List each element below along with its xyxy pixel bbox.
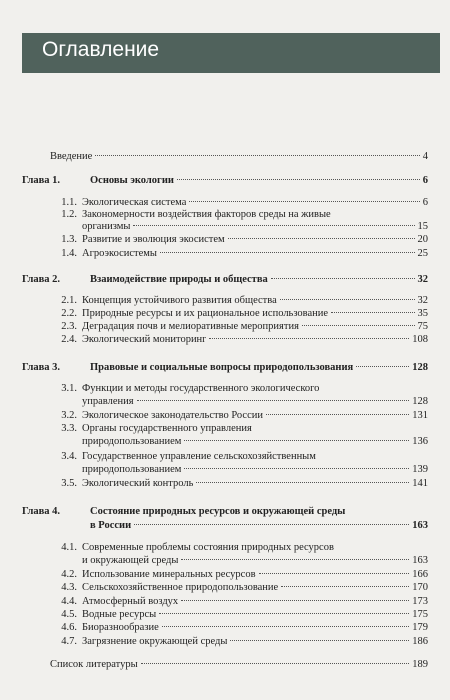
toc-section-3-1[interactable]: 3.1. Функции и методы государственного экологического [61,383,320,394]
toc-header-bar [22,33,440,73]
toc-entry-references[interactable]: Список литературы 189 [50,659,428,670]
toc-section-2-2[interactable]: 2.2. Природные ресурсы и их рациональное использование 35 [61,308,428,319]
dot-leader [160,252,415,253]
toc-section-2-4[interactable]: 2.4. Экологический мониторинг 108 [61,334,428,345]
dot-leader [141,663,410,664]
dot-leader [177,179,420,180]
toc-section-3-4-cont[interactable]: природопользованием 139 [82,464,428,475]
dot-leader [181,600,409,601]
toc-chapter-4-cont[interactable]: в России 163 [90,520,428,531]
dot-leader [280,299,415,300]
dot-leader [159,613,409,614]
toc-section-3-3-cont[interactable]: природопользованием 136 [82,436,428,447]
toc-section-1-1[interactable]: 1.1. Экологическая система 6 [61,197,428,208]
toc-chapter-1[interactable]: Глава 1. Основы экологии 6 [22,175,428,186]
dot-leader [184,468,409,469]
toc-section-2-1[interactable]: 2.1. Концепция устойчивого развития общества 32 [61,295,428,306]
dot-leader [162,626,409,627]
toc-section-3-1-cont[interactable]: управления 128 [82,396,428,407]
dot-leader [209,338,409,339]
toc-section-4-4[interactable]: 4.4. Атмосферный воздух 173 [61,596,428,607]
toc-section-4-1[interactable]: 4.1. Современные проблемы состояния природных ресурсов [61,542,334,553]
toc-entry-intro[interactable]: Введение 4 [50,151,428,162]
toc-section-4-3[interactable]: 4.3. Сельскохозяйственное природопользование 170 [61,582,428,593]
toc-section-4-2[interactable]: 4.2. Использование минеральных ресурсов 166 [61,569,428,580]
dot-leader [137,400,410,401]
toc-section-4-5[interactable]: 4.5. Водные ресурсы 175 [61,609,428,620]
toc-section-1-4[interactable]: 1.4. Агроэкосистемы 25 [61,248,428,259]
toc-section-3-3[interactable]: 3.3. Органы государственного управления [61,423,252,434]
dot-leader [302,325,415,326]
toc-section-1-3[interactable]: 1.3. Развитие и эволюция экосистем 20 [61,234,428,245]
toc-section-4-1-cont[interactable]: и окружающей среды 163 [82,555,428,566]
dot-leader [228,238,415,239]
dot-leader [196,482,409,483]
toc-section-3-2[interactable]: 3.2. Экологическое законодательство России 131 [61,410,428,421]
toc-section-2-3[interactable]: 2.3. Деградация почв и мелиоративные мероприятия 75 [61,321,428,332]
dot-leader [271,278,415,279]
toc-section-3-5[interactable]: 3.5. Экологический контроль 141 [61,478,428,489]
toc-chapter-3[interactable]: Глава 3. Правовые и социальные вопросы природопользования 128 [22,362,428,373]
toc-section-4-6[interactable]: 4.6. Биоразнообразие 179 [61,622,428,633]
dot-leader [230,640,409,641]
dot-leader [259,573,410,574]
dot-leader [266,414,409,415]
page-title: Оглавление [42,38,160,61]
dot-leader [134,524,409,525]
toc-section-3-4[interactable]: 3.4. Государственное управление сельскохозяйственным [61,451,316,462]
dot-leader [189,201,419,202]
toc-section-1-2[interactable]: 1.2. Закономерности воздействия факторов среды на живые [61,209,331,220]
dot-leader [281,586,409,587]
toc-chapter-4[interactable]: Глава 4. Состояние природных ресурсов и окружающей среды [22,506,346,517]
dot-leader [181,559,409,560]
dot-leader [184,440,409,441]
dot-leader [356,366,409,367]
toc-section-4-7[interactable]: 4.7. Загрязнение окружающей среды 186 [61,636,428,647]
toc-chapter-2[interactable]: Глава 2. Взаимодействие природы и общества 32 [22,274,428,285]
dot-leader [95,155,419,156]
dot-leader [133,225,414,226]
toc-section-1-2-cont[interactable]: организмы 15 [82,221,428,232]
dot-leader [331,312,414,313]
